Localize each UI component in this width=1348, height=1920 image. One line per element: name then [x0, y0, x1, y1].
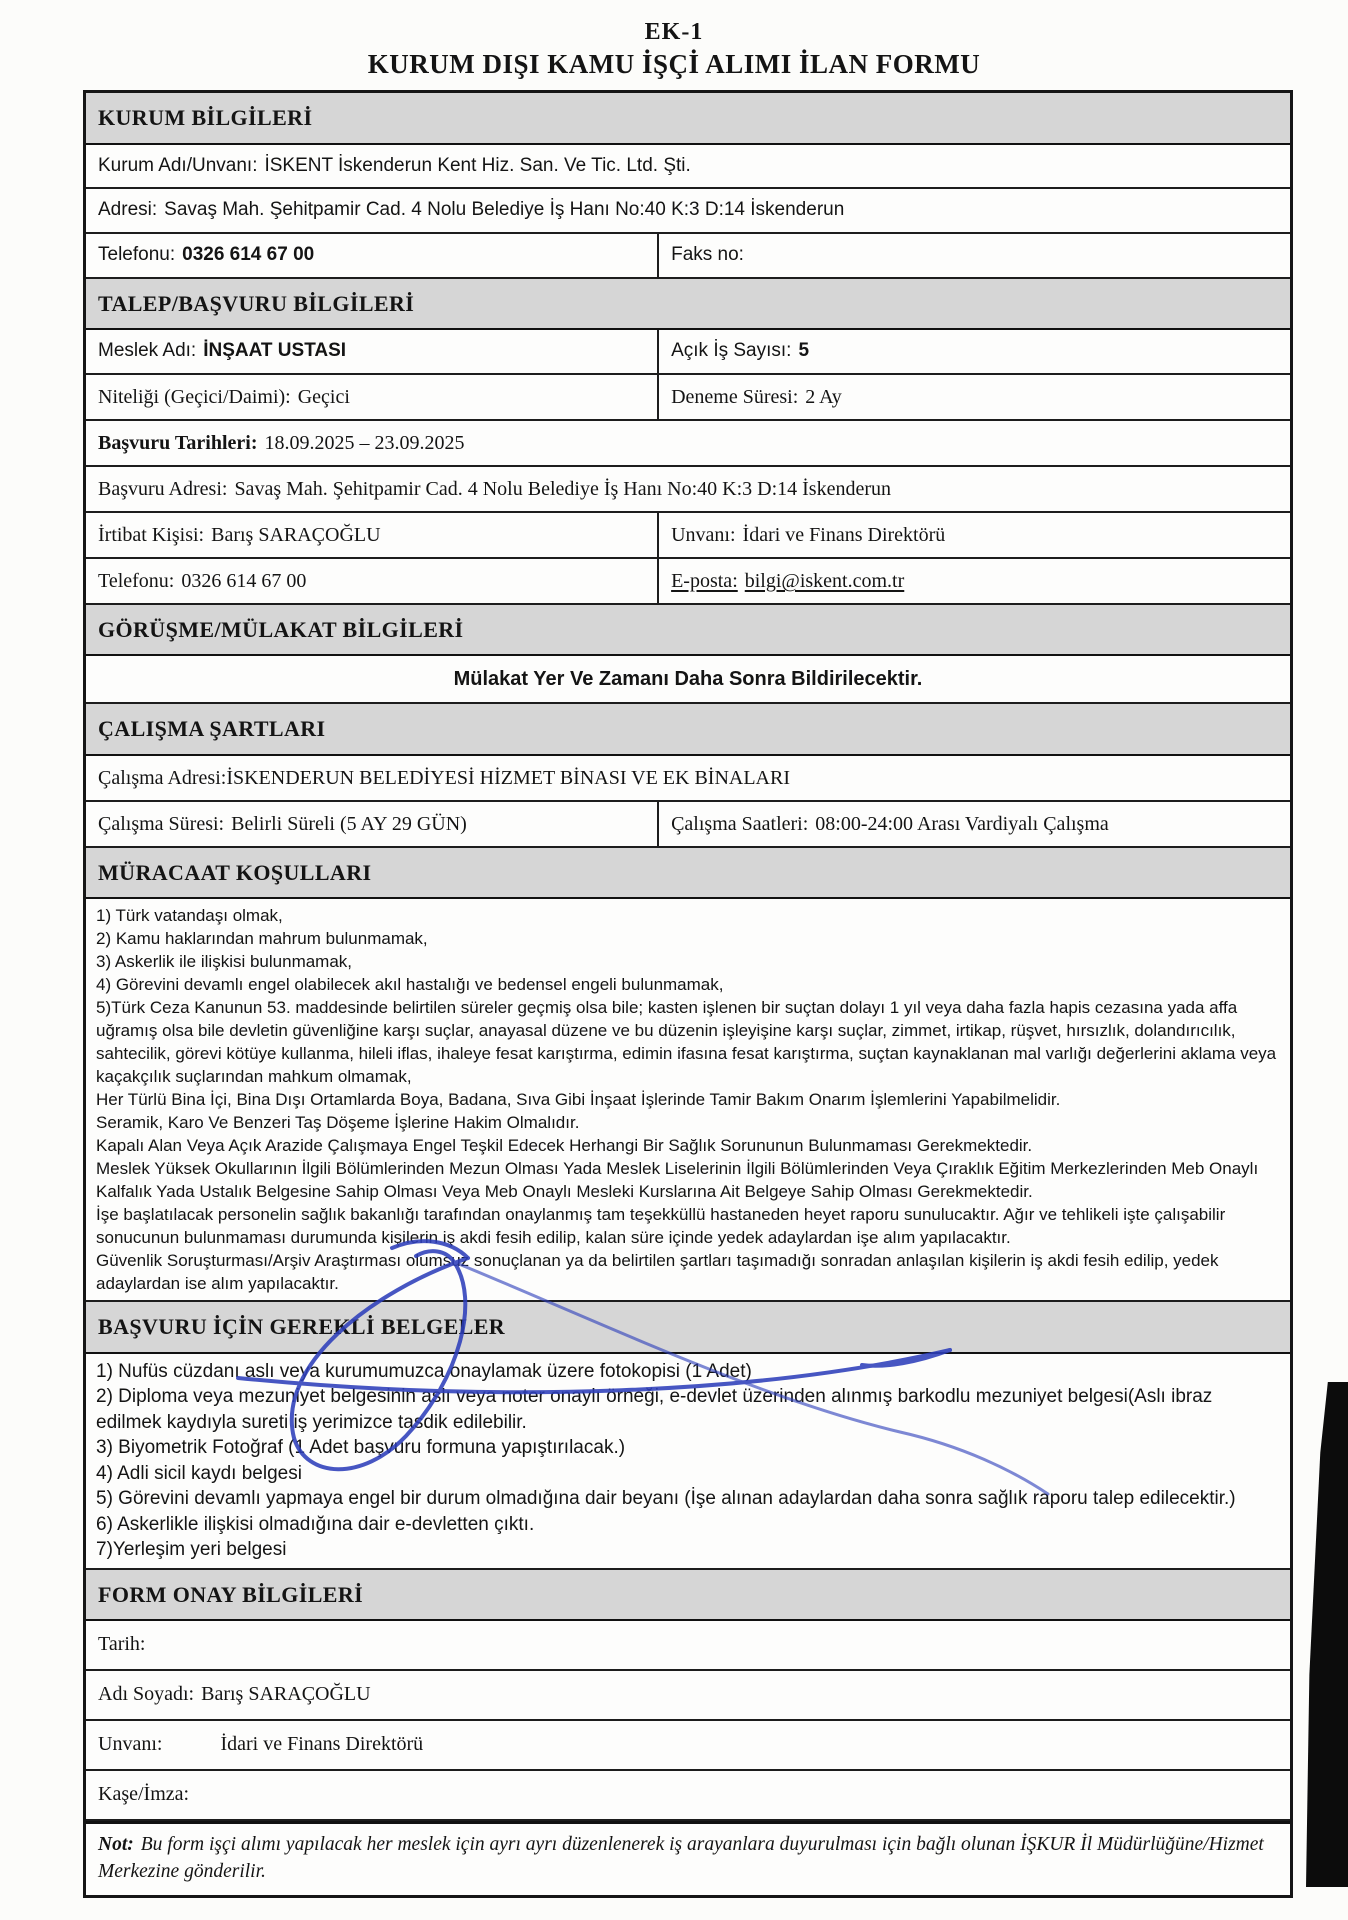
field-basvuru-adresi: [86, 467, 1290, 513]
section-header-gorusme-mulakat: GÖRÜŞME/MÜLAKAT BİLGİLERİ: [86, 605, 1290, 657]
section-header-gerekli-belgeler: BAŞVURU İÇİN GEREKLİ BELGELER: [86, 1302, 1290, 1354]
list-item: 1) Nufüs cüzdanı aslı veya kurumumuzca onaylamak üzere fotokopisi (1 Adet): [96, 1360, 752, 1382]
field-value: 08:00-24:00 Arası Vardiyalı Çalışma: [815, 812, 1109, 835]
field-acik-is-sayisi: [659, 330, 1290, 373]
field-label: Tarih:: [98, 1633, 146, 1656]
field-label: Başvuru Tarihleri:: [98, 431, 258, 454]
field-value: Savaş Mah. Şehitpamir Cad. 4 Nolu Belediye İş Hanı No:40 K:3 D:14 İskenderun: [234, 477, 891, 500]
field-label: Başvuru Adresi:: [98, 477, 228, 500]
field-label: Deneme Süresi:: [671, 385, 799, 408]
field-eposta: [659, 559, 1290, 603]
footer-note: [86, 1821, 1290, 1895]
doc-code: EK-1: [644, 19, 704, 45]
field-label: Telefonu:: [98, 243, 176, 265]
note-text: Bu form işçi alımı yapılacak her meslek için ayrı ayrı düzenlenerek iş arayanlara duyurulması için bağlı olunan İŞKUR İl Müdürlüğüne/Hizmet Merkezine gönderilir.: [98, 1834, 1264, 1882]
row-telefon-eposta: [86, 559, 1290, 605]
row-niteligi-deneme: [86, 375, 1290, 421]
field-label: Adı Soyadı:: [98, 1683, 195, 1706]
list-item: Meslek Yüksek Okullarının İlgili Bölümlerinden Mezun Olması Yada Meslek Liselerinin İlgili Bölümlerinden Veya Çıraklık Eğitim Merkezlerinden Meb Onaylı Kalfalık Yada Ustalık Belgesine Sahip Olması Veya Meb Onaylı Mesleki Kurslarına Ait Belgeye Sahip Olması Gerekmektedir.: [96, 1159, 1259, 1202]
field-value: 0326 614 67 00: [181, 569, 307, 592]
list-item: 5)Türk Ceza Kanunun 53. maddesinde belirtilen süreler geçmiş olsa bile; kasten işlenen bir suçtan dolayı 1 yıl veya daha fazla hapis cezasına yada affa uğramış olsa bile devletin güvenliğine karşı suçlar, anayasal düzene ve bu düzenin işleyişine karşı suçlar, zimmet, irtikap, rüşvet, hırsızlık, dolandırıcılık, sahtecilik, görevi kötüye kullanma, hileli iflas, ihaleye fesat karıştırma, edimin ifasına fesat karıştırma, suçtan kaynaklanan mal varlığı değerlerini aklama veya kaçakçılık suçlarından mahkum olmamak,: [96, 998, 1277, 1087]
field-meslek-adi: [86, 330, 659, 373]
list-item: 5) Görevini devamlı yapmaya engel bir durum olmadığına dair beyanı (İşe alınan adaylardan daha sonra sağlık raporu talep edilecektir.): [96, 1488, 1236, 1510]
field-label: Unvanı:: [671, 523, 736, 546]
list-item: 7)Yerleşim yeri belgesi: [96, 1539, 287, 1561]
note-label: Not:: [98, 1834, 134, 1856]
gerekli-belgeler-list: [86, 1354, 1290, 1570]
list-item: 6) Askerlikle ilişkisi olmadığına dair e-devletten çıktı.: [96, 1513, 535, 1535]
field-value: Savaş Mah. Şehitpamir Cad. 4 Nolu Belediye İş Hanı No:40 K:3 D:14 İskenderun: [164, 199, 845, 221]
field-calisma-saatleri: [659, 802, 1290, 846]
list-item: 3) Askerlik ile ilişkisi bulunmamak,: [96, 952, 353, 972]
field-label: Kaşe/İmza:: [98, 1783, 190, 1806]
field-faks: [659, 234, 1290, 277]
list-item: 3) Biyometrik Fotoğraf (1 Adet başvuru formuna yapıştırılacak.): [96, 1437, 626, 1459]
field-label: Unvanı:: [98, 1733, 163, 1756]
field-basvuru-tarihleri: [86, 421, 1290, 467]
row-meslek-acikis: [86, 330, 1290, 375]
field-unvani: [659, 513, 1290, 557]
field-kase-imza: [86, 1771, 1290, 1821]
field-label: Çalışma Saatleri:: [671, 812, 809, 835]
list-item: Her Türlü Bina İçi, Bina Dışı Ortamlarda Boya, Badana, Sıva Gibi İnşaat İşlerinde Tamir Bakım Onarım İşlemlerini Yapabilmelidir.: [96, 1090, 1061, 1110]
field-telefonu: [86, 234, 659, 277]
section-header-kurum-bilgileri: KURUM BİLGİLERİ: [86, 93, 1290, 145]
list-item: 1) Türk vatandaşı olmak,: [96, 906, 283, 926]
list-item: Seramik, Karo Ve Benzeri Taş Döşeme İşlerine Hakim Olmalıdır.: [96, 1113, 580, 1133]
list-item: Güvenlik Soruşturması/Arşiv Araştırması olumsuz sonuçlanan ya da belirtilen şartları taşımadığı sonradan anlaşılan kişilerin iş akdi fesih edilip, yedek adaylardan ise alım yapılacaktır.: [96, 1251, 1219, 1294]
field-value: 2 Ay: [805, 385, 842, 408]
list-item: 4) Adli sicil kaydı belgesi: [96, 1462, 302, 1484]
section-header-calisma-sartlari: ÇALIŞMA ŞARTLARI: [86, 704, 1290, 756]
field-adresi: [86, 189, 1290, 234]
row-suresi-saatleri: [86, 802, 1290, 848]
field-value: İSKENDERUN BELEDİYESİ HİZMET BİNASI VE EK BİNALARI: [226, 766, 790, 789]
field-label: İrtibat Kişisi:: [98, 523, 205, 546]
field-value: İdari ve Finans Direktörü: [742, 523, 946, 546]
field-label: Meslek Adı:: [98, 340, 197, 362]
list-item: 4) Görevini devamlı engel olabilecek akıl hastalığı ve bedensel engeli bulunmamak,: [96, 975, 724, 995]
field-calisma-adresi: [86, 756, 1290, 802]
field-telefonu-2: [86, 559, 659, 603]
field-value: Barış SARAÇOĞLU: [211, 523, 381, 546]
field-onay-unvani: [86, 1721, 1290, 1771]
field-label: Çalışma Adresi:: [98, 766, 227, 789]
list-item: İşe başlatılacak personelin sağlık bakanlığı tarafından onaylanmış tam teşekküllü hastaneden heyet raporu sunulucaktır. Ağır ve tehlikeli işte çalışabilir sonucunun bulunmaması durumunda kişilerin iş akdi fesih edilip, kalan süre içinde yedek adaylardan işe alım yapılacaktır.: [96, 1205, 1226, 1248]
field-value: İSKENT İskenderun Kent Hiz. San. Ve Tic. Ltd. Şti.: [264, 154, 691, 176]
field-irtibat-kisisi: [86, 513, 659, 557]
field-label: Açık İş Sayısı:: [671, 340, 792, 362]
field-value: İdari ve Finans Direktörü: [220, 1733, 424, 1756]
field-value: İNŞAAT USTASI: [203, 340, 347, 362]
field-value: Barış SARAÇOĞLU: [201, 1683, 371, 1706]
section-header-talep-basvuru: TALEP/BAŞVURU BİLGİLERİ: [86, 279, 1290, 331]
form-table: [83, 90, 1293, 1898]
field-adi-soyadi: [86, 1671, 1290, 1721]
field-label: Telefonu:: [98, 569, 175, 592]
section-header-form-onay: FORM ONAY BİLGİLERİ: [86, 1570, 1290, 1622]
list-item: 2) Diploma veya mezuniyet belgesinin aslı veya noter onaylı örneği, e-devlet üzerinden alınmış barkodlu mezuniyet belgesi(Aslı ibraz edilmek kaydıyla sureti iş yerimizce tasdik edilebilir.: [96, 1386, 1213, 1433]
scan-edge-artifact: [1306, 1382, 1348, 1887]
list-item: Kapalı Alan Veya Açık Arazide Çalışmaya Engel Teşkil Edecek Herhangi Bir Sağlık Sorununun Bulunmaması Gerekmektedir.: [96, 1136, 1033, 1156]
title-block: [0, 18, 1348, 82]
field-value: 18.09.2025 – 23.09.2025: [264, 431, 465, 454]
field-value: 5: [798, 340, 810, 362]
field-value: Belirli Süreli (5 AY 29 GÜN): [231, 812, 467, 835]
field-label: Adresi:: [98, 199, 158, 221]
section-header-muracaat-kosullari: MÜRACAAT KOŞULLARI: [86, 848, 1290, 900]
row-irtibat-unvan: [86, 513, 1290, 559]
list-item: 2) Kamu haklarından mahrum bulunmamak,: [96, 929, 428, 949]
field-calisma-suresi: [86, 802, 659, 846]
field-niteligi: [86, 375, 659, 419]
field-tarih: [86, 1621, 1290, 1671]
field-kurum-adi: [86, 145, 1290, 190]
mulakat-duyuru: Mülakat Yer Ve Zamanı Daha Sonra Bildirilecektir.: [86, 656, 1290, 704]
field-label: Niteliği (Geçici/Daimi):: [98, 385, 291, 408]
field-deneme-suresi: [659, 375, 1290, 419]
row-telefon-faks: [86, 234, 1290, 279]
field-value: Geçici: [297, 385, 350, 408]
field-label: Çalışma Süresi:: [98, 812, 225, 835]
field-value: 0326 614 67 00: [182, 243, 315, 265]
email-value: bilgi@iskent.com.tr: [744, 569, 905, 592]
field-label: E-posta:: [671, 569, 738, 592]
muracaat-kosullari-list: [86, 899, 1290, 1302]
field-label: Faks no:: [671, 243, 744, 265]
page-title: KURUM DIŞI KAMU İŞÇİ ALIMI İLAN FORMU: [367, 48, 981, 79]
field-label: Kurum Adı/Unvanı:: [98, 154, 258, 176]
